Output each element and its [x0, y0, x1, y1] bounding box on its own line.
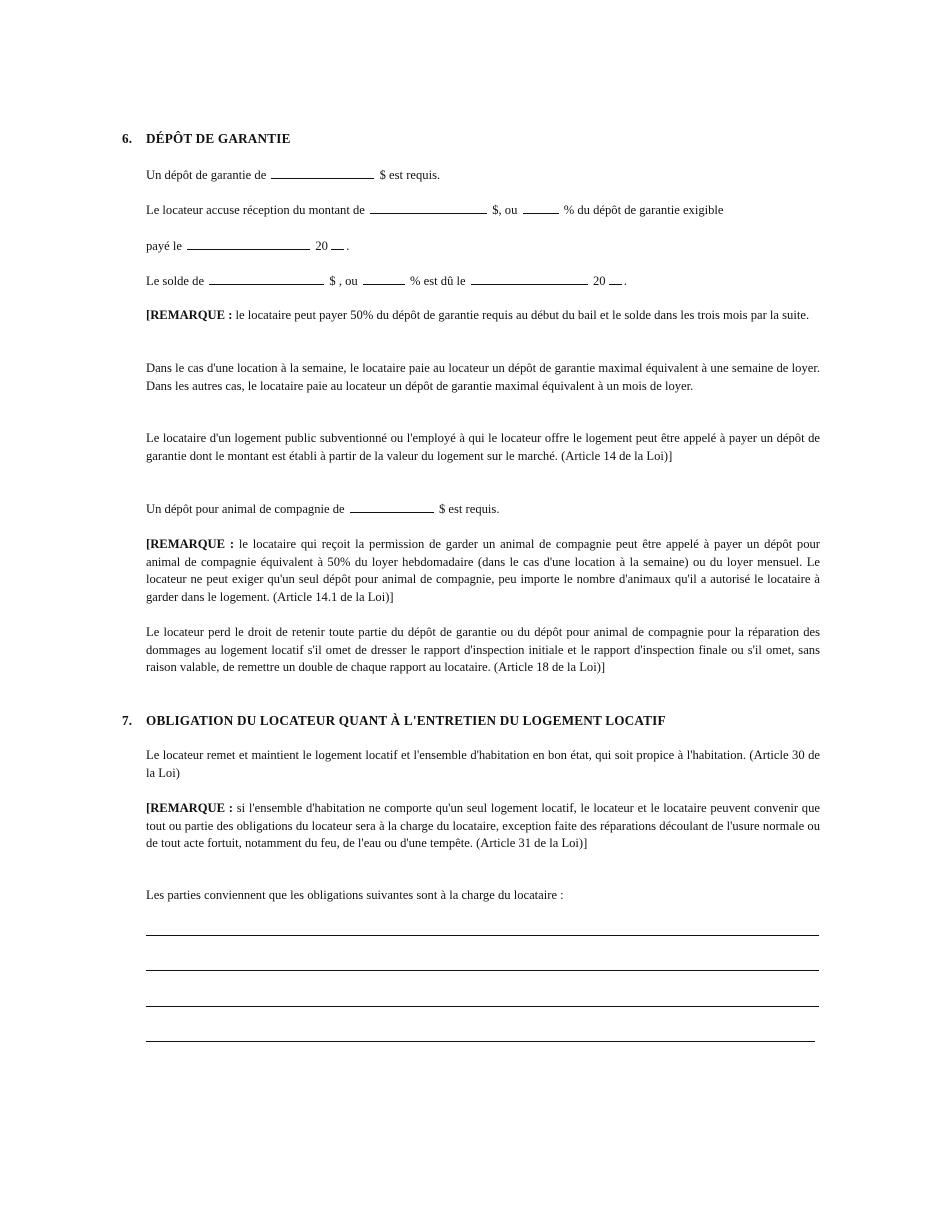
obligation-blank-line-1[interactable] — [146, 935, 819, 936]
receipt-suffix: % du dépôt de garantie exigible — [563, 203, 724, 217]
section-6-number: 6. — [122, 131, 133, 146]
remark-text: le locataire qui reçoit la permission de garder un animal de compagnie peut être appelé à payer un dépôt pour animal de compagnie équivalent à 50% du loyer hebdomadaire (dans le cas d'une location à la semaine) ou du loyer mensuel. Le locateur ne peut exiger qu'un seul dépôt pour animal de compagnie, peu importe le nombre d'animaux qu'il a autorisé le locataire à garder dans le logement. (Article 14.1 de la Loi)] — [146, 537, 821, 604]
receipt-percent-blank[interactable] — [523, 201, 559, 214]
paragraph-public-housing: Le locataire d'un logement public subventionné ou l'employé à qui le locateur offre le logement peut être appelé à payer un dépôt de garantie dont le montant est établi à partir de la valeur du logement sur le marché. (Article 14 de la Loi)] — [146, 431, 820, 463]
balance-percent-blank[interactable] — [363, 272, 405, 285]
remark-label: [REMARQUE : — [146, 801, 233, 815]
pet-deposit-suffix: $ est requis. — [438, 502, 500, 516]
deposit-label: Un dépôt de garantie de — [146, 168, 267, 182]
pet-deposit-line — [146, 500, 499, 517]
paid-year-prefix: 20 — [315, 239, 328, 253]
balance-end: . — [623, 274, 627, 288]
balance-label: Le solde de — [146, 274, 205, 288]
section-7-title: OBLIGATION DU LOCATEUR QUANT À L'ENTRETIEN DU LOGEMENT LOCATIF — [146, 713, 666, 728]
remark-pet-deposit — [146, 536, 820, 606]
receipt-amount-blank[interactable] — [370, 201, 487, 214]
paragraph-weekly-deposit: Dans le cas d'une location à la semaine, le locataire paie au locateur un dépôt de garantie maximal équivalent à une semaine de loyer. Dans les autres cas, le locataire paie au locateur un dépôt de garantie maximal équivalent à un mois de loyer. — [146, 361, 820, 393]
balance-amount-blank[interactable] — [209, 272, 324, 285]
obligation-blank-line-4[interactable] — [146, 1041, 815, 1042]
balance-line — [146, 272, 627, 289]
remark-text: le locataire peut payer 50% du dépôt de garantie requis au début du bail et le solde dans les trois mois par la suite. — [232, 308, 810, 322]
section-6-heading — [122, 131, 291, 147]
section-7-heading — [122, 713, 666, 729]
section-7-number: 7. — [122, 713, 133, 728]
paragraph-maintenance: Le locateur remet et maintient le logement locatif et l'ensemble d'habitation en bon état, qui soit propice à l'habitation. (Article 30 de la Loi) — [146, 748, 820, 780]
paid-label: payé le — [146, 239, 183, 253]
receipt-middle: $, ou — [492, 203, 518, 217]
parties-agreement-line: Les parties conviennent que les obligations suivantes sont à la charge du locataire : — [146, 888, 564, 902]
paid-date-blank[interactable] — [187, 237, 310, 250]
receipt-label: Le locateur accuse réception du montant de — [146, 203, 365, 217]
paid-date-line — [146, 237, 349, 254]
balance-year-prefix: 20 — [592, 274, 606, 288]
balance-date-blank[interactable] — [471, 272, 588, 285]
balance-middle1: $ , ou — [329, 274, 358, 288]
paid-end: . — [346, 239, 350, 253]
remark-single-unit — [146, 800, 820, 853]
balance-year-blank[interactable] — [609, 272, 622, 285]
deposit-amount-line — [146, 166, 440, 183]
remark-text: si l'ensemble d'habitation ne comporte qu'un seul logement locatif, le locateur et le locataire peuvent convenir que tout ou partie des obligations du locateur sera à la charge du locataire, exception faite des réparations découlant de l'usure normale ou de tout acte fortuit, notamment du feu, de l'eau ou d'une tempête. (Article 31 de la Loi)] — [146, 801, 820, 851]
deposit-amount-blank[interactable] — [271, 166, 374, 179]
remark-label: [REMARQUE : — [146, 537, 235, 551]
remark-half-deposit — [146, 307, 820, 325]
receipt-line — [146, 201, 724, 218]
pet-deposit-label: Un dépôt pour animal de compagnie de — [146, 502, 345, 516]
balance-middle2: % est dû le — [410, 274, 466, 288]
paragraph-forfeit-deposit: Le locateur perd le droit de retenir toute partie du dépôt de garantie ou du dépôt pour animal de compagnie pour la réparation des dommages au logement locatif s'il omet de dresser le rapport d'inspection initiale et le rapport d'inspection finale ou s'il omet, sans raison valable, de remettre un double de chaque rapport au locataire. (Article 18 de la Loi)] — [146, 625, 820, 675]
remark-label: [REMARQUE : — [146, 308, 233, 322]
pet-deposit-blank[interactable] — [350, 500, 434, 513]
section-6-title: DÉPÔT DE GARANTIE — [146, 131, 291, 146]
obligation-blank-line-2[interactable] — [146, 970, 819, 971]
paid-year-blank[interactable] — [331, 237, 344, 250]
deposit-suffix: $ est requis. — [379, 168, 441, 182]
obligation-blank-line-3[interactable] — [146, 1006, 819, 1007]
